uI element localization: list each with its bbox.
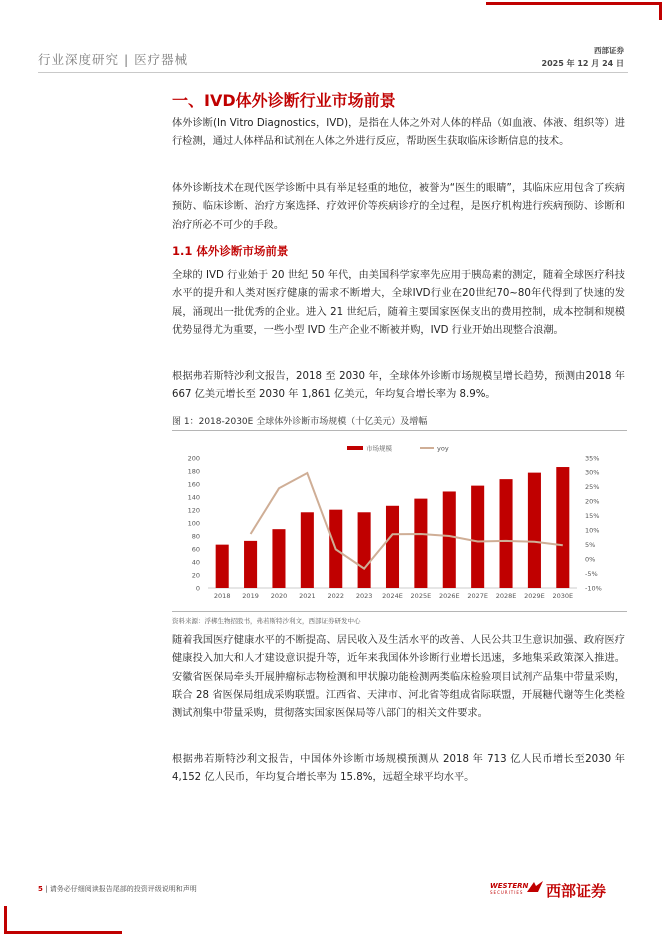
x-tick-label: 2019 (242, 592, 259, 600)
bar-2019 (244, 541, 257, 588)
footer-disclaimer (38, 884, 197, 894)
bar-2021 (301, 512, 314, 588)
logo-english-sub: SECURITIES (490, 890, 524, 895)
report-category: 行业深度研究 | 医疗器械 (38, 52, 189, 67)
bar-2023 (358, 512, 371, 588)
y-left-tick-label: 100 (187, 519, 200, 528)
x-tick-label: 2023 (355, 592, 373, 600)
bar-2020 (272, 529, 285, 588)
legend-label-line: yoy (437, 444, 449, 453)
legend-swatch-bar (347, 446, 363, 450)
y-right-tick-label: 10% (585, 526, 600, 535)
footer-notice: 请务必仔细阅读报告尾部的投资评级说明和声明 (49, 885, 197, 893)
header-company: 西部证券 (594, 46, 624, 55)
figure-top-rule (172, 430, 627, 431)
y-left-tick-label: 120 (187, 506, 200, 515)
x-tick-label: 2027E (467, 592, 488, 600)
y-right-tick-label: 20% (585, 497, 600, 506)
x-tick-label: 2020 (270, 592, 288, 600)
subsection-title: 1.1 体外诊断市场前景 (172, 244, 289, 258)
y-right-tick-label: 15% (585, 512, 600, 521)
y-right-tick-label: 5% (585, 540, 596, 549)
logo-mark-icon (526, 880, 544, 894)
y-right-tick-label: 30% (585, 468, 600, 477)
legend-label-bar: 市场规模 (366, 444, 392, 453)
bar-2025E (414, 499, 427, 588)
y-left-tick-label: 0 (195, 584, 200, 593)
y-right-tick-label: -10% (585, 584, 602, 593)
y-right-tick-label: 0% (585, 555, 596, 564)
y-left-tick-label: 160 (187, 480, 200, 489)
bar-2024E (386, 506, 399, 588)
x-tick-label: 2028E (495, 592, 517, 600)
paragraph-china-policy: 随着我国医疗健康水平的不断提高、居民收入及生活水平的改善、人民公共卫生意识加强、政府医疗健康投入加大和人才建设意识提升等，近年来我国体外诊断行业增长迅速，多地集采政策深入推进。安徽省医保局牵头开展肿瘤标志物检测和甲状腺功能检测两类临床检验项目试剂产品集中带量采购，联合 28 省医保局组成采购联盟。江西省、天津市、河北省等组成省际联盟，开展糖代谢等生化类检测试剂集中带量采购，贯彻落实国家医保局等八部门的相关文件要求。 (172, 635, 625, 720)
y-right-tick-label: 35% (585, 454, 600, 463)
y-left-tick-label: 40 (191, 558, 200, 567)
bar-series (216, 467, 570, 588)
bar-2027E (471, 486, 484, 588)
paragraph-china-market: 根据弗若斯特沙利文报告，中国体外诊断市场规模预测从 2018 年 713 亿人民币增长至2030 年 4,152 亿人民币，年均复合增长率为 15.8%，远超全球平均水平。 (172, 754, 625, 784)
y-left-tick-label: 80 (191, 532, 200, 541)
section-title: 一、IVD体外诊断行业市场前景 (172, 91, 396, 110)
figure-title: 图 1：2018-2030E 全球体外诊断市场规模（十亿美元）及增幅 (172, 417, 428, 427)
bar-2028E (500, 479, 513, 588)
x-tick-label: 2030E (552, 592, 574, 600)
paragraph-ivd-definition: 体外诊断(In Vitro Diagnostics，IVD)，是指在人体之外对人体的样品（如血液、体液、组织等）进行检测，通过人体样品和试剂在人体之外进行反应，帮助医生获取临床诊断信息的技术。 (172, 118, 625, 148)
logo-chinese: 西部证券 (546, 882, 607, 900)
paragraph-global-market: 根据弗若斯特沙利文报告，2018 至 2030 年，全球体外诊断市场规模呈增长趋势，预测由2018 年 667 亿美元增长至 2030 年 1,861 亿美元，年均复合增长率为 8.9%。 (172, 371, 625, 401)
market-size-chart (172, 436, 627, 608)
x-tick-label: 2029E (524, 592, 545, 600)
figure-source: 资料来源：浮梆生物招股书，弗若斯特沙利文，西部证券研发中心 (172, 617, 361, 625)
header-divider (38, 72, 628, 73)
y-left-tick-label: 20 (191, 571, 200, 580)
header-date: 2025 年 12 月 24 日 (541, 59, 624, 68)
x-tick-label: 2018 (213, 592, 231, 600)
y-axis-right (585, 454, 602, 592)
paragraph-ivd-importance: 体外诊断技术在现代医学诊断中具有举足轻重的地位，被誉为“医生的眼睛”，其临床应用包含了疾病预防、临床诊断、治疗方案选择、疗效评价等疾病诊疗的全过程，是医疗机构进行疾病预防、诊断和治疗所必不可少的手段。 (172, 183, 625, 231)
figure-bottom-rule (172, 611, 627, 612)
x-tick-label: 2026E (438, 592, 460, 600)
bar-2029E (528, 473, 541, 588)
y-left-tick-label: 60 (191, 545, 200, 554)
x-tick-label: 2024E (382, 592, 403, 600)
y-right-tick-label: -5% (585, 569, 598, 578)
x-tick-label: 2022 (327, 592, 345, 600)
page-number: 5 (38, 885, 43, 893)
chart-legend (347, 444, 449, 453)
y-axis-left (188, 454, 200, 592)
x-tick-label: 2021 (299, 592, 316, 600)
y-left-tick-label: 200 (187, 454, 200, 463)
corner-accent-bottom (4, 931, 122, 934)
bar-2026E (443, 491, 456, 588)
paragraph-ivd-history: 全球的 IVD 行业始于 20 世纪 50 年代，由美国科学家率先应用于胰岛素的测定，随着全球医疗科技水平的提升和人类对医疗健康的需求不断增大，全球IVD行业在20世纪70~80年代得到了快速的发展，涌现出一批优秀的企业。进入 21 世纪后，随着主要国家医保支出的费用控制，成本控制和规模优势显得尤为重要，一些小型 IVD 生产企业不断被并购，IVD 行业开始出现整合浪潮。 (172, 270, 625, 336)
footer-separator: | (45, 885, 50, 893)
y-left-tick-label: 180 (187, 467, 200, 476)
company-logo (490, 878, 630, 904)
bar-2030E (556, 467, 569, 588)
yoy-line (251, 473, 563, 569)
corner-accent-bottom-vertical (4, 906, 7, 934)
bar-2018 (216, 545, 229, 588)
corner-accent-top (486, 2, 662, 5)
logo-english: WESTERN (490, 882, 529, 890)
header-meta (542, 44, 624, 70)
x-axis-labels (214, 592, 573, 600)
y-right-tick-label: 25% (585, 483, 600, 492)
y-left-tick-label: 140 (187, 493, 200, 502)
yoy-series (251, 473, 563, 569)
x-tick-label: 2025E (410, 592, 432, 600)
